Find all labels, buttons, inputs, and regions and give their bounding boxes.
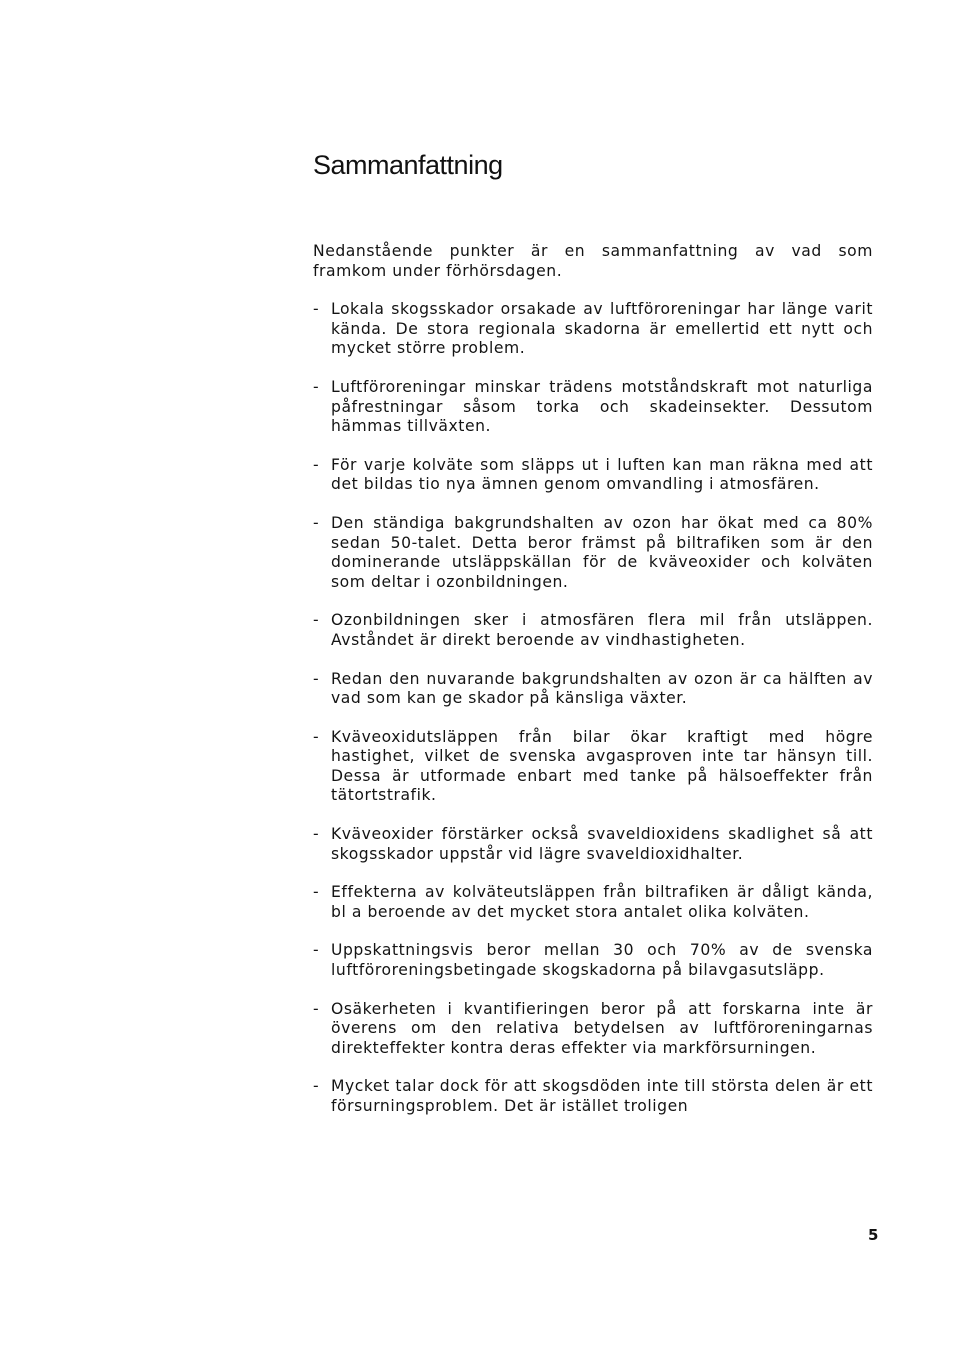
bullet-text: Kväveoxidutsläppen från bilar ökar kraftigt med högre hastighet, vilket de svenska avgasproven inte tar hänsyn till. Dessa är utformade enbart med tanke på hälsoeffekter från tätortstrafik. — [331, 727, 873, 805]
bullet-dash: - — [313, 513, 320, 532]
bullet-text: Luftföroreningar minskar trädens motståndskraft mot naturliga påfrestningar såsom torka och skadeinsekter. Dessutom hämmas tillväxten. — [331, 377, 873, 436]
bullet-dash: - — [313, 611, 320, 630]
bullet-dash: - — [313, 669, 320, 688]
bullet-text: Uppskattningsvis beror mellan 30 och 70% av de svenska luftföroreningsbetingade skogskadorna på bilavgasutsläpp. — [331, 941, 873, 980]
summary-bullet — [313, 728, 873, 806]
bullet-text: Den ständiga bakgrundshalten av ozon har ökat med ca 80% sedan 50-talet. Detta beror främst på biltrafiken som är den dominerande utsläppskällan för de kväveoxider och kolväten som deltar i ozonbildningen. — [331, 513, 873, 591]
summary-bullet — [313, 378, 873, 437]
summary-bullet — [313, 670, 873, 709]
summary-bullet — [313, 1000, 873, 1059]
bullet-dash: - — [313, 300, 320, 319]
bullet-text: Ozonbildningen sker i atmosfären flera mil från utsläppen. Avståndet är direkt beroende av vindhastigheten. — [331, 611, 873, 649]
bullet-text: För varje kolväte som släpps ut i luften kan man räkna med att det bildas tio nya ämnen genom omvandling i atmosfären. — [331, 455, 873, 494]
bullet-text: Osäkerheten i kvantifieringen beror på att forskarna inte är överens om den relativa betydelsen av luftföroreningarnas direkteffekter kontra deras effekter via markförsurningen. — [331, 999, 873, 1057]
page-title: Sammanfattning — [313, 150, 503, 180]
bullet-dash: - — [313, 941, 320, 960]
summary-bullet — [313, 514, 873, 592]
bullet-text: Mycket talar dock för att skogsdöden inte till största delen är ett försurningsproblem. Det är istället troligen — [331, 1077, 873, 1115]
summary-list — [313, 300, 873, 1116]
bullet-dash: - — [313, 1077, 320, 1096]
bullet-text: Effekterna av kolväteutsläppen från biltrafiken är dåligt kända, bl a beroende av det mycket stora antalet olika kolväten. — [331, 883, 873, 921]
bullet-dash: - — [313, 825, 320, 844]
bullet-dash: - — [313, 727, 320, 746]
summary-body — [313, 242, 873, 1136]
bullet-text: Redan den nuvarande bakgrundshalten av ozon är ca hälften av vad som kan ge skador på känsliga växter. — [331, 669, 873, 708]
page-number: 5 — [868, 1226, 879, 1244]
intro-paragraph: Nedanstående punkter är en sammanfattning av vad som framkom under förhörsdagen. — [313, 242, 873, 280]
summary-bullet — [313, 883, 873, 922]
summary-bullet — [313, 825, 873, 864]
bullet-dash: - — [313, 377, 320, 396]
bullet-dash: - — [313, 999, 320, 1018]
bullet-dash: - — [313, 883, 320, 902]
summary-bullet — [313, 941, 873, 980]
bullet-text: Kväveoxider förstärker också svaveldioxidens skadlighet så att skogsskador uppstår vid lägre svaveldioxidhalter. — [331, 825, 873, 863]
summary-bullet — [313, 456, 873, 495]
summary-bullet — [313, 611, 873, 650]
bullet-dash: - — [313, 455, 320, 474]
summary-bullet — [313, 300, 873, 359]
bullet-text: Lokala skogsskador orsakade av luftföroreningar har länge varit kända. De stora regionala skadorna är emellertid ett nytt och mycket större problem. — [331, 300, 873, 358]
summary-bullet — [313, 1077, 873, 1116]
